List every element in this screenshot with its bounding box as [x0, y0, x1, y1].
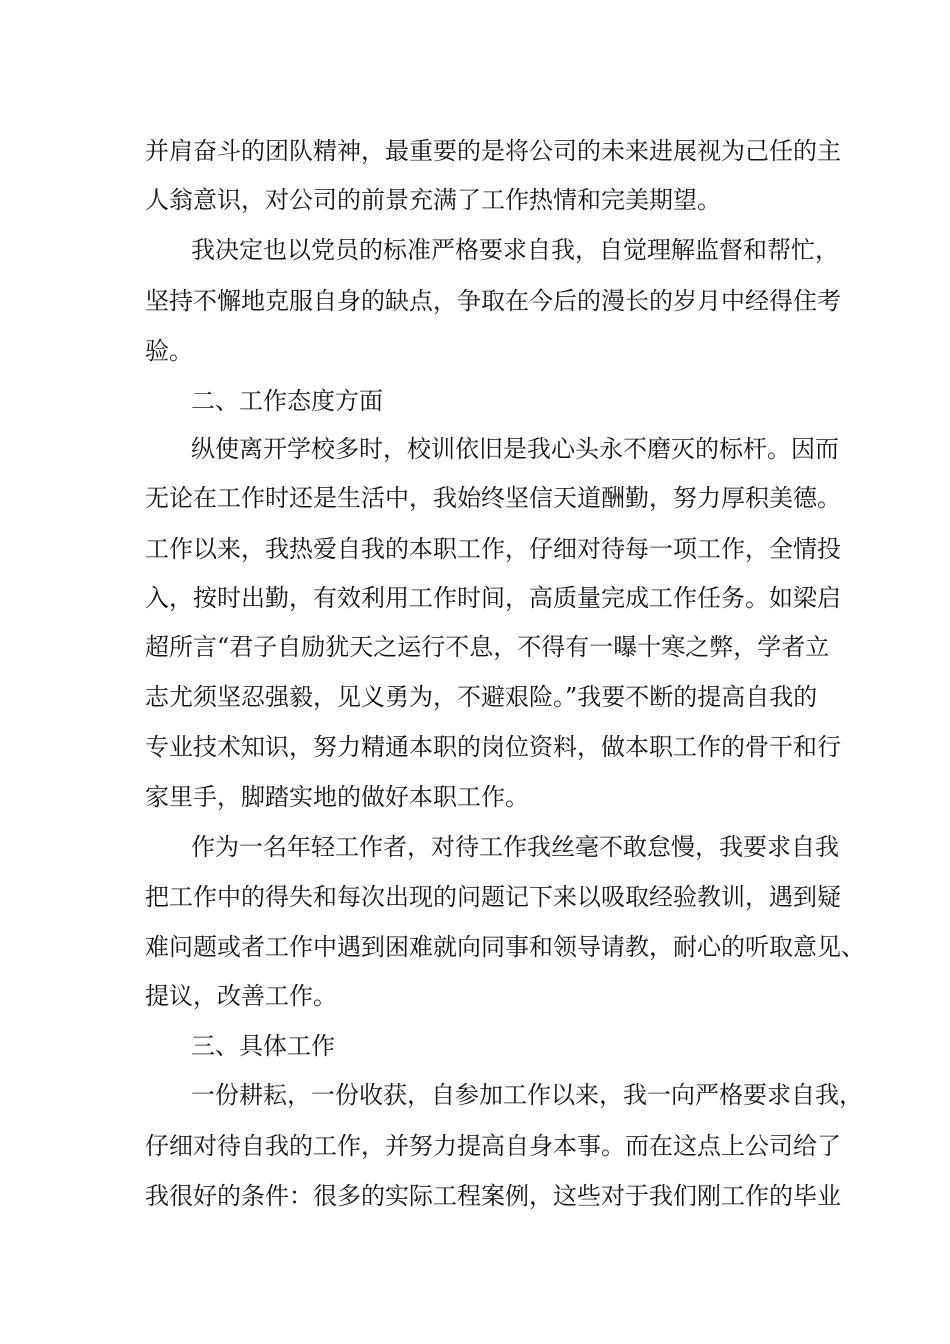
- paragraph-line: 并肩奋斗的团队精神，最重要的是将公司的未来进展视为己任的主: [145, 137, 841, 165]
- paragraph-line: 一份耕耘，一份收获，自参加工作以来，我一向严格要求自我，: [191, 1081, 863, 1109]
- paragraph-line: 志尤须坚忍强毅，见义勇为，不避艰险。”我要不断的提高自我的: [145, 683, 818, 711]
- paragraph-line: 仔细对待自我的工作，并努力提高自身本事。而在这点上公司给了: [145, 1132, 841, 1160]
- section-heading: 三、具体工作: [191, 1032, 335, 1060]
- paragraph-line: 纵使离开学校多时，校训依旧是我心头永不磨灭的标杆。因而: [191, 435, 839, 463]
- paragraph-line: 家里手，脚踏实地的做好本职工作。: [145, 783, 529, 811]
- paragraph-line: 工作以来，我热爱自我的本职工作，仔细对待每一项工作，全情投: [145, 535, 841, 563]
- paragraph-line: 专业技术知识，努力精通本职的岗位资料，做本职工作的骨干和行: [145, 733, 841, 761]
- paragraph-line: 超所言“君子自励犹天之运行不息，不得有一曝十寒之弊，学者立: [145, 633, 830, 661]
- paragraph-line: 人翁意识，对公司的前景充满了工作热情和完美期望。: [145, 186, 721, 214]
- paragraph-line: 坚持不懈地克服自身的缺点，争取在今后的漫长的岁月中经得住考: [145, 287, 841, 315]
- paragraph-line: 难问题或者工作中遇到困难就向同事和领导请教，耐心的听取意见、: [145, 933, 865, 961]
- paragraph-line: 作为一名年轻工作者，对待工作我丝毫不敢怠慢，我要求自我: [191, 833, 839, 861]
- paragraph-line: 我决定也以党员的标准严格要求自我，自觉理解监督和帮忙，: [191, 236, 839, 264]
- paragraph-line: 我很好的条件：很多的实际工程案例，这些对于我们刚工作的毕业: [145, 1182, 841, 1210]
- paragraph-line: 把工作中的得失和每次出现的问题记下来以吸取经验教训，遇到疑: [145, 883, 841, 911]
- paragraph-line: 无论在工作时还是生活中，我始终坚信天道酬勤，努力厚积美德。: [145, 484, 841, 512]
- paragraph-line: 提议，改善工作。: [145, 982, 337, 1010]
- section-heading: 二、工作态度方面: [191, 387, 383, 415]
- paragraph-line: 入，按时出勤，有效利用工作时间，高质量完成工作任务。如梁启: [145, 584, 841, 612]
- paragraph-line: 验。: [145, 337, 193, 365]
